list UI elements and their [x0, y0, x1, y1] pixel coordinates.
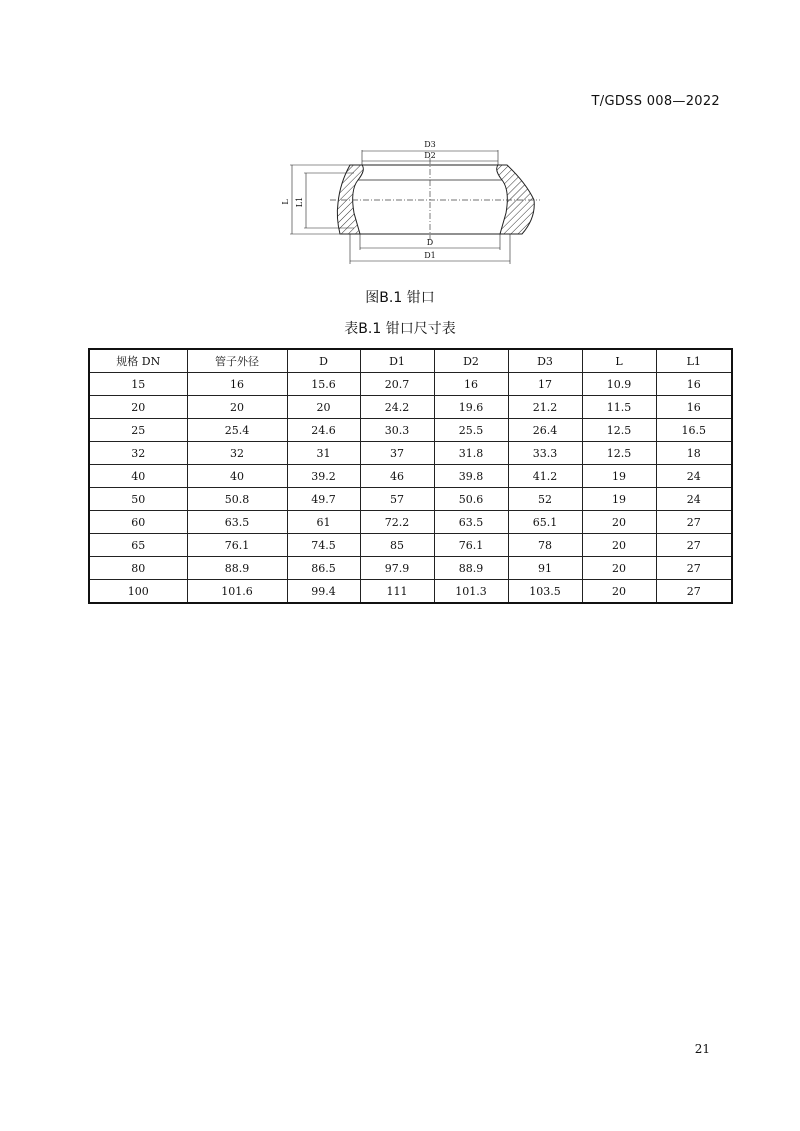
table-row [89, 373, 732, 396]
table-cell: 17 [508, 373, 582, 396]
table-cell: 31 [287, 442, 360, 465]
table-cell: 80 [89, 557, 187, 580]
left-section [337, 165, 363, 234]
right-section [497, 165, 535, 234]
table-row [89, 465, 732, 488]
label-d2: D2 [424, 151, 436, 160]
table-cell: 78 [508, 534, 582, 557]
table-cell: 72.2 [360, 511, 434, 534]
jaw-drawing [270, 128, 560, 278]
column-header: D [287, 349, 360, 373]
table-cell: 24 [656, 488, 732, 511]
table-cell: 20 [582, 534, 656, 557]
table-row [89, 580, 732, 604]
table-cell: 16 [656, 373, 732, 396]
table-row [89, 557, 732, 580]
page-number: 21 [694, 1042, 710, 1056]
table-cell: 20.7 [360, 373, 434, 396]
column-header: 规格 DN [89, 349, 187, 373]
table-cell: 101.3 [434, 580, 508, 604]
table-cell: 12.5 [582, 442, 656, 465]
table-cell: 61 [287, 511, 360, 534]
table-cell: 50.8 [187, 488, 287, 511]
table-cell: 16 [656, 396, 732, 419]
table-cell: 20 [287, 396, 360, 419]
table-cell: 65.1 [508, 511, 582, 534]
label-d: D [426, 238, 434, 247]
table-cell: 19 [582, 488, 656, 511]
table-cell: 20 [582, 580, 656, 604]
table-cell: 16 [187, 373, 287, 396]
table-cell: 27 [656, 580, 732, 604]
table-cell: 91 [508, 557, 582, 580]
table-cell: 41.2 [508, 465, 582, 488]
table-cell: 26.4 [508, 419, 582, 442]
table-row [89, 396, 732, 419]
table-row [89, 419, 732, 442]
table-header-row [89, 349, 732, 373]
figure-caption: 图B.1 钳口 [365, 290, 435, 306]
table-cell: 40 [187, 465, 287, 488]
label-l1: L1 [295, 196, 304, 208]
table-cell: 50.6 [434, 488, 508, 511]
table-cell: 20 [187, 396, 287, 419]
table-row [89, 442, 732, 465]
label-l: L [281, 199, 290, 205]
table-cell: 111 [360, 580, 434, 604]
table-cell: 15 [89, 373, 187, 396]
table-cell: 39.8 [434, 465, 508, 488]
table-cell: 20 [582, 511, 656, 534]
table-cell: 11.5 [582, 396, 656, 419]
table-cell: 50 [89, 488, 187, 511]
table-cell: 19.6 [434, 396, 508, 419]
table-cell: 101.6 [187, 580, 287, 604]
table-row [89, 534, 732, 557]
table-cell: 85 [360, 534, 434, 557]
table-cell: 99.4 [287, 580, 360, 604]
table-cell: 27 [656, 534, 732, 557]
table-cell: 30.3 [360, 419, 434, 442]
table-cell: 39.2 [287, 465, 360, 488]
table-cell: 20 [582, 557, 656, 580]
table-cell: 86.5 [287, 557, 360, 580]
label-d1: D1 [424, 251, 436, 260]
table-cell: 32 [187, 442, 287, 465]
table-cell: 27 [656, 511, 732, 534]
table-cell: 100 [89, 580, 187, 604]
table-cell: 65 [89, 534, 187, 557]
table-cell: 97.9 [360, 557, 434, 580]
table-cell: 24.6 [287, 419, 360, 442]
table-row [89, 488, 732, 511]
jaw-figure [270, 128, 560, 278]
table-cell: 46 [360, 465, 434, 488]
table-cell: 20 [89, 396, 187, 419]
table-cell: 88.9 [187, 557, 287, 580]
table-cell: 103.5 [508, 580, 582, 604]
dimension-table [88, 348, 733, 604]
table-cell: 63.5 [434, 511, 508, 534]
table-cell: 88.9 [434, 557, 508, 580]
table-cell: 16 [434, 373, 508, 396]
table-cell: 57 [360, 488, 434, 511]
table-cell: 49.7 [287, 488, 360, 511]
label-d3: D3 [424, 140, 436, 149]
table-cell: 37 [360, 442, 434, 465]
table-cell: 52 [508, 488, 582, 511]
table-cell: 74.5 [287, 534, 360, 557]
column-header: D2 [434, 349, 508, 373]
table-cell: 12.5 [582, 419, 656, 442]
table-cell: 25 [89, 419, 187, 442]
column-header: L1 [656, 349, 732, 373]
table-cell: 25.4 [187, 419, 287, 442]
table-cell: 40 [89, 465, 187, 488]
column-header: D1 [360, 349, 434, 373]
table-cell: 31.8 [434, 442, 508, 465]
table-cell: 63.5 [187, 511, 287, 534]
column-header: L [582, 349, 656, 373]
column-header: 管子外径 [187, 349, 287, 373]
table-cell: 10.9 [582, 373, 656, 396]
table-cell: 76.1 [187, 534, 287, 557]
document-code: T/GDSS 008—2022 [591, 94, 720, 109]
table-caption: 表B.1 钳口尺寸表 [344, 321, 456, 337]
table-cell: 24 [656, 465, 732, 488]
table-cell: 16.5 [656, 419, 732, 442]
table-body [89, 373, 732, 604]
table-cell: 60 [89, 511, 187, 534]
table-cell: 25.5 [434, 419, 508, 442]
table-cell: 18 [656, 442, 732, 465]
table-cell: 15.6 [287, 373, 360, 396]
table-cell: 33.3 [508, 442, 582, 465]
table-cell: 21.2 [508, 396, 582, 419]
table-cell: 32 [89, 442, 187, 465]
table-cell: 76.1 [434, 534, 508, 557]
column-header: D3 [508, 349, 582, 373]
table-cell: 24.2 [360, 396, 434, 419]
table-cell: 19 [582, 465, 656, 488]
table-cell: 27 [656, 557, 732, 580]
table-row [89, 511, 732, 534]
dimension-table-wrapper [88, 348, 731, 604]
